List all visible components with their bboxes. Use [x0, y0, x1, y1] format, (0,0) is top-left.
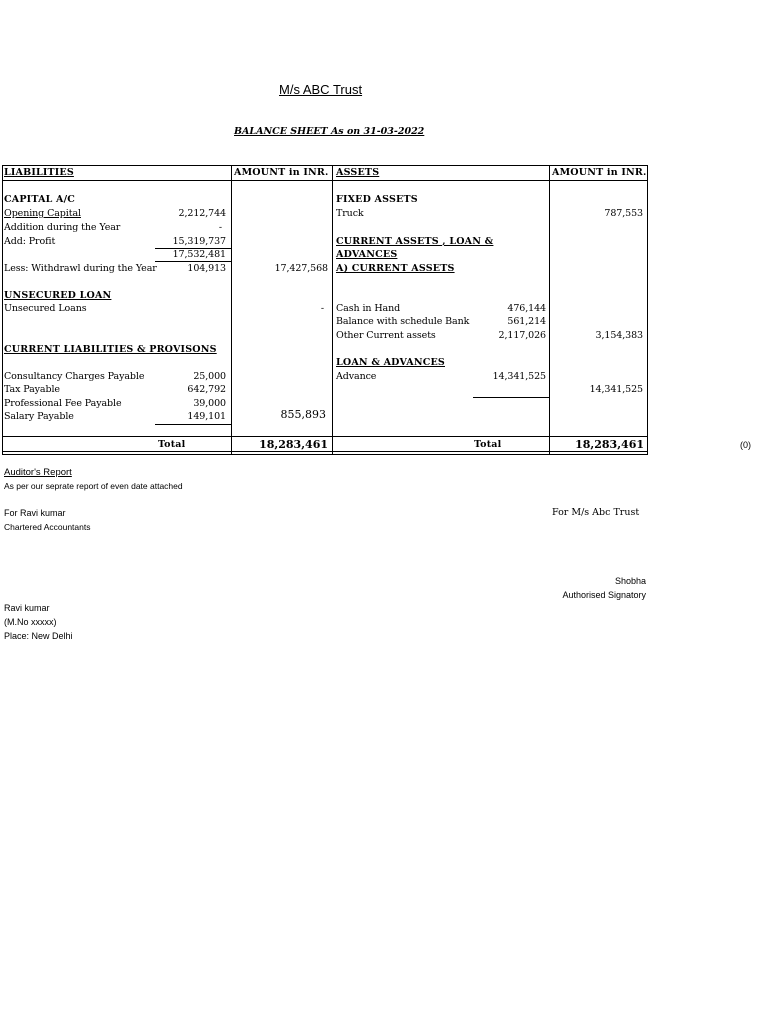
current-liabilities-heading: CURRENT LIABILITIES & PROVISONS [4, 344, 217, 355]
header-assets: ASSETS [336, 167, 380, 178]
unsecured-loans-amount: - [320, 303, 324, 314]
col-border-1 [231, 165, 232, 454]
tax-label: Tax Payable [4, 384, 60, 395]
membership-number: (M.No xxxxx) [4, 617, 57, 627]
subtotal-rule-bottom [155, 261, 231, 262]
current-liabilities-total: 855,893 [280, 408, 326, 421]
bank-label: Balance with schedule Bank [336, 316, 470, 327]
cash-value: 476,144 [507, 303, 546, 314]
col-border-2 [332, 165, 333, 454]
header-bottom-border [2, 180, 648, 181]
col-border-4 [647, 165, 648, 454]
auditor-report-heading: Auditor's Report [4, 467, 72, 478]
tax-value: 642,792 [187, 384, 226, 395]
current-assets-subheading: A) CURRENT ASSETS [336, 263, 455, 274]
addition-label: Addition during the Year [4, 222, 121, 233]
document-subtitle: BALANCE SHEET As on 31-03-2022 [234, 126, 425, 137]
capital-total: 17,427,568 [274, 263, 328, 274]
header-amount-right: AMOUNT in INR. [552, 167, 647, 178]
advance-rule [473, 397, 549, 398]
total-label-left: Total [158, 439, 186, 450]
document-title: M/s ABC Trust [279, 82, 363, 97]
header-liabilities: LIABILITIES [4, 167, 74, 178]
current-assets-heading-1: CURRENT ASSETS , LOAN & [336, 236, 494, 247]
withdrawl-value: 104,913 [187, 263, 226, 274]
capital-heading: CAPITAL A/C [4, 194, 76, 205]
current-assets-total: 3,154,383 [595, 330, 643, 341]
advance-value: 14,341,525 [492, 371, 546, 382]
total-value-right: 18,283,461 [575, 438, 644, 451]
salary-rule [155, 424, 231, 425]
header-amount-left: AMOUNT in INR. [234, 167, 329, 178]
bank-value: 561,214 [507, 316, 546, 327]
profit-label: Add: Profit [4, 236, 56, 247]
total-top-border [2, 436, 648, 437]
authorised-signatory-text: Authorised Signatory [562, 590, 646, 600]
addition-value: - [218, 222, 222, 233]
opening-capital-label: Opening Capital [4, 208, 81, 219]
professional-label: Professional Fee Payable [4, 398, 122, 409]
opening-capital-value: 2,212,744 [178, 208, 226, 219]
total-bottom-border-2 [2, 454, 648, 455]
loan-advances-total: 14,341,525 [589, 384, 643, 395]
table-top-border [2, 165, 648, 166]
col-border-3 [549, 165, 550, 454]
truck-amount: 787,553 [604, 208, 643, 219]
unsecured-heading: UNSECURED LOAN [4, 290, 112, 301]
capital-subtotal: 17,532,481 [172, 249, 226, 260]
consultancy-label: Consultancy Charges Payable [4, 371, 145, 382]
withdrawl-label: Less: Withdrawl during the Year [4, 263, 157, 274]
unsecured-loans-label: Unsecured Loans [4, 303, 87, 314]
advance-label: Advance [336, 371, 377, 382]
for-trust-text: For M/s Abc Trust [552, 507, 640, 518]
cash-label: Cash in Hand [336, 303, 401, 314]
professional-value: 39,000 [193, 398, 226, 409]
consultancy-value: 25,000 [193, 371, 226, 382]
truck-label: Truck [336, 208, 364, 219]
for-firm-text: For Ravi kumar [4, 508, 66, 518]
place-text: Place: New Delhi [4, 631, 73, 641]
col-border-0 [2, 165, 3, 454]
profit-value: 15,319,737 [172, 236, 226, 247]
total-label-right: Total [474, 439, 502, 450]
salary-label: Salary Payable [4, 411, 74, 422]
total-bottom-border-1 [2, 451, 648, 452]
difference-value: (0) [740, 440, 751, 450]
fixed-assets-heading: FIXED ASSETS [336, 194, 418, 205]
total-value-left: 18,283,461 [259, 438, 328, 451]
chartered-accountants-text: Chartered Accountants [4, 522, 91, 532]
other-assets-label: Other Current assets [336, 330, 436, 341]
current-assets-heading-2: ADVANCES [336, 249, 398, 260]
signatory-name: Shobha [614, 576, 646, 586]
other-assets-value: 2,117,026 [498, 330, 546, 341]
as-per-report-text: As per our seprate report of even date attached [4, 481, 183, 491]
salary-value: 149,101 [187, 411, 226, 422]
loan-advances-heading: LOAN & ADVANCES [336, 357, 445, 368]
auditor-name: Ravi kumar [4, 603, 50, 613]
